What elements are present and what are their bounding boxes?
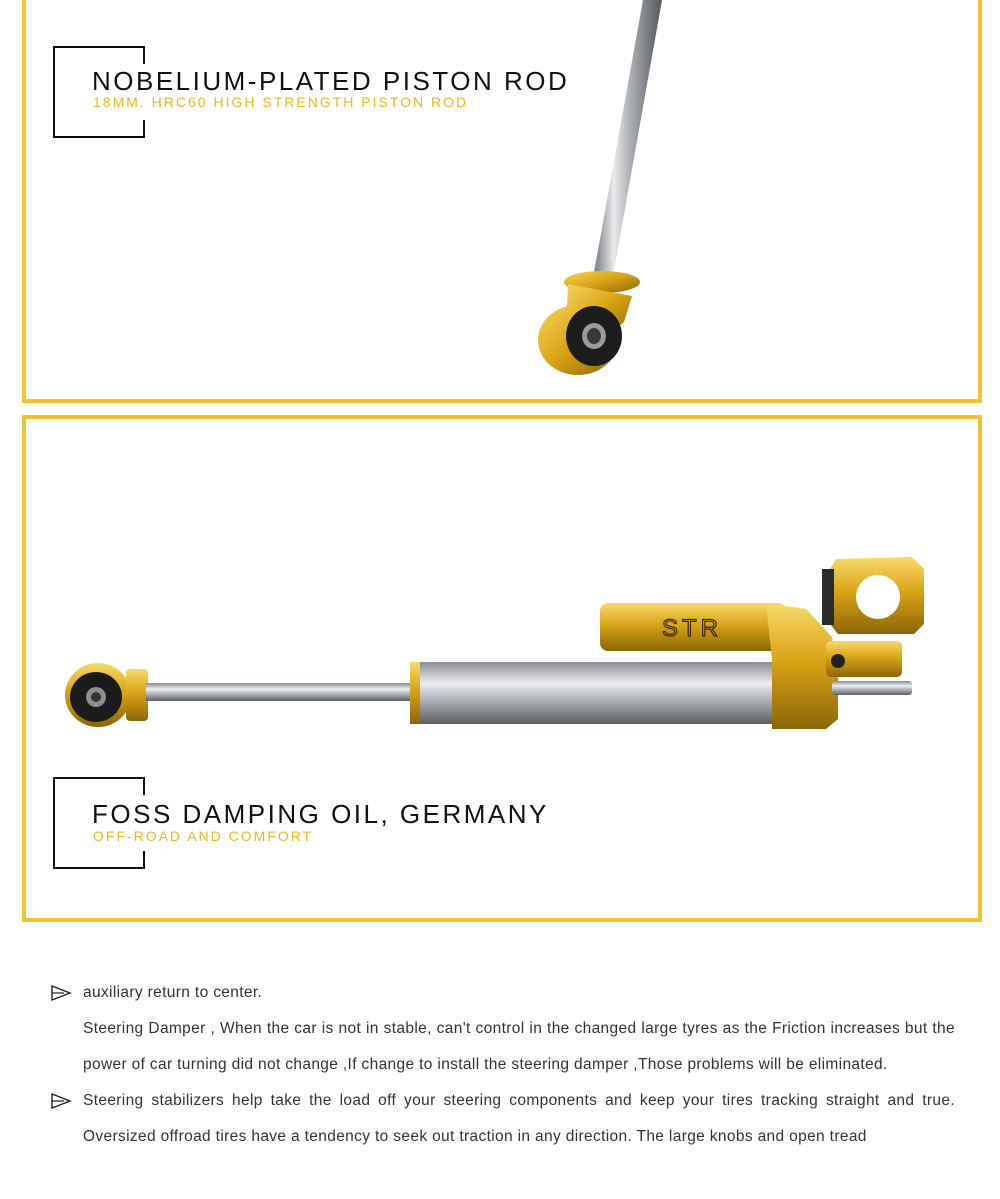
list-item-body: Steering Damper , When the car is not in stable, can't control in the changed large tyres as the Friction increases but the power of car turning did not change ,If change to install the steering damper ,Those problems will be eliminated. bbox=[83, 1020, 955, 1073]
piston-rod-end-photo bbox=[26, 0, 978, 399]
arrow-triangle-icon bbox=[50, 984, 72, 1002]
list-item-title: auxiliary return to center. bbox=[83, 984, 263, 1001]
section-subheading: OFF-ROAD AND COMFORT bbox=[93, 828, 314, 844]
list-item bbox=[50, 1083, 955, 1155]
section-heading: NOBELIUM-PLATED PISTON ROD bbox=[92, 66, 570, 96]
arrow-triangle-icon bbox=[50, 1092, 72, 1110]
list-item bbox=[50, 975, 955, 1083]
str-brand-mark: STR bbox=[662, 615, 722, 642]
feature-panel-piston-rod bbox=[22, 0, 982, 403]
section-heading: FOSS DAMPING OIL, GERMANY bbox=[92, 799, 549, 829]
description-list bbox=[50, 975, 955, 1155]
list-item-body: Steering stabilizers help take the load off your steering components and keep your tires tracking straight and true. Oversized offroad tires have a tendency to seek out traction in any direction. The large knobs and open tread bbox=[83, 1092, 955, 1145]
section-subheading: 18MM. HRC60 HIGH STRENGTH PISTON ROD bbox=[93, 94, 469, 110]
feature-panel-damping-oil bbox=[22, 415, 982, 922]
